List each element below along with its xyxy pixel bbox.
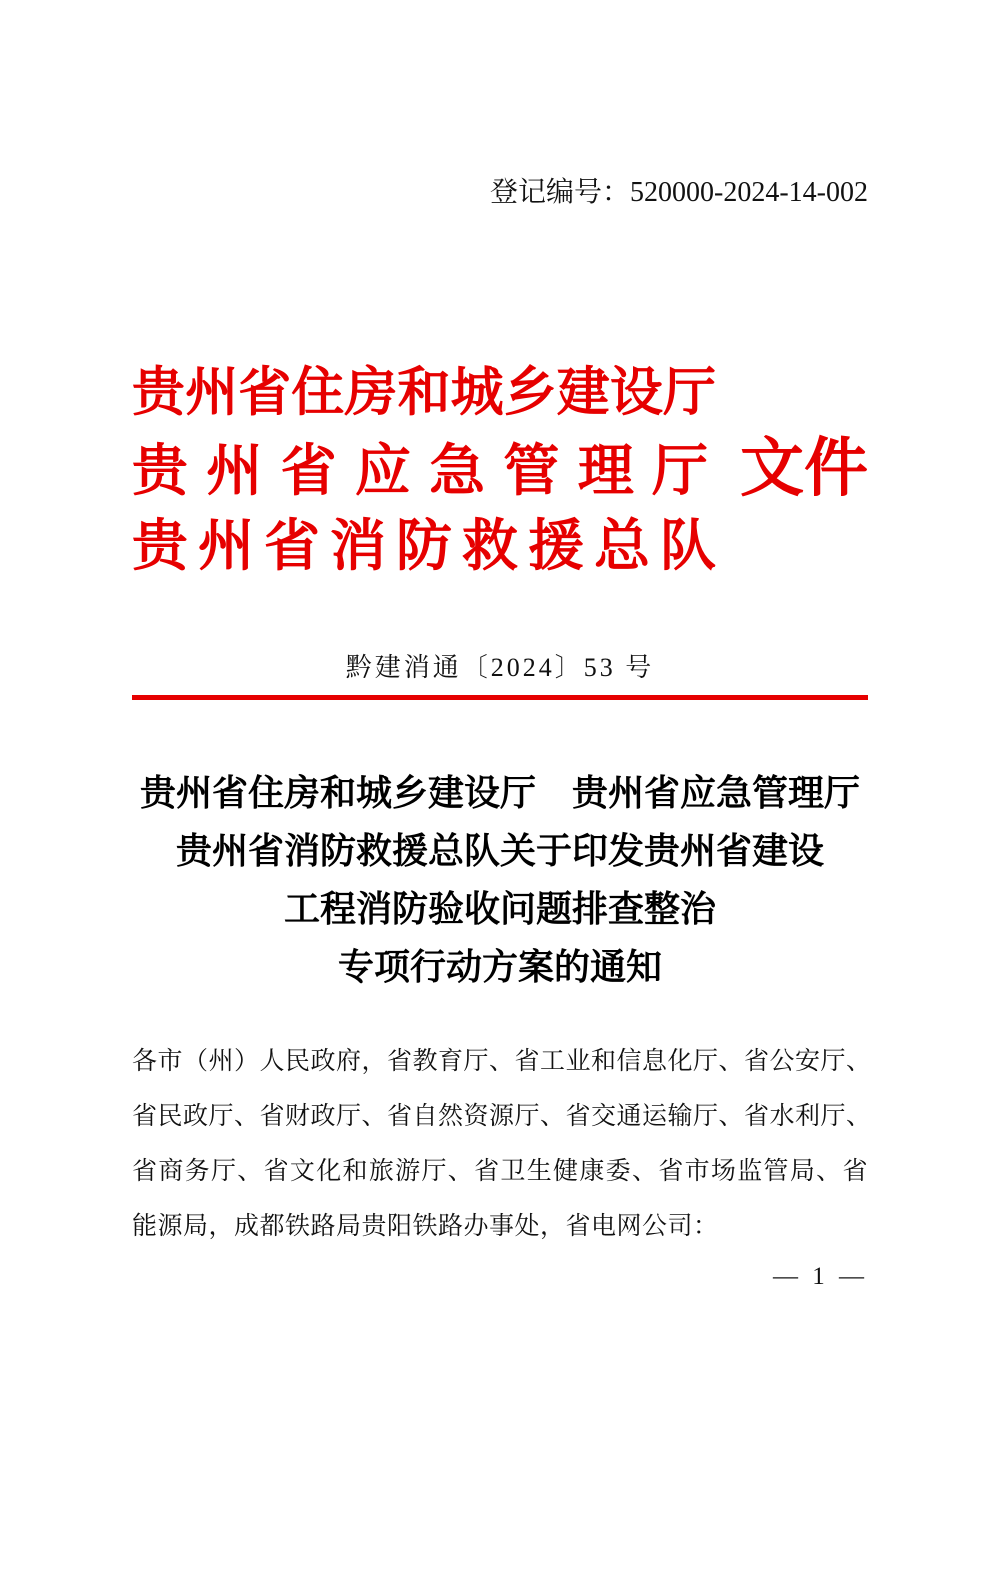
document-number: 黔建消通〔2024〕53 号 bbox=[345, 653, 655, 682]
red-separator-rule bbox=[132, 695, 868, 700]
document-title-line-3: 工程消防验收问题排查整治 bbox=[283, 889, 716, 929]
letterhead-line-1: 贵州省住房和城乡建设厅 bbox=[132, 364, 716, 422]
document-title-line-4: 专项行动方案的通知 bbox=[337, 947, 662, 987]
document-title bbox=[132, 764, 868, 996]
letterhead bbox=[132, 356, 868, 585]
recipients-paragraph bbox=[132, 1034, 872, 1254]
letterhead-line-2-agency: 贵州省应急管理厅 bbox=[132, 441, 708, 503]
letterhead-line-3: 贵州省消防救援总队 bbox=[132, 516, 716, 578]
recipients-line-1: 各市（州）人民政府，省教育厅、省工业和信息化厅、省公安厅、 bbox=[132, 1048, 872, 1075]
document-title-line-2: 贵州省消防救援总队关于印发贵州省建设 bbox=[175, 831, 824, 871]
document-page bbox=[0, 176, 1000, 1590]
recipients-line-2: 省民政厅、省财政厅、省自然资源厅、省交通运输厅、省水利厅、 bbox=[132, 1103, 872, 1130]
page-number: — 1 — bbox=[773, 1263, 868, 1290]
letterhead-document-suffix: 文件 bbox=[740, 433, 868, 504]
letterhead-line-2 bbox=[132, 431, 868, 510]
document-title-line-1: 贵州省住房和城乡建设厅 贵州省应急管理厅 bbox=[139, 773, 860, 813]
registration-number: 登记编号：520000-2024-14-002 bbox=[490, 177, 868, 208]
recipients-line-3: 省商务厅、省文化和旅游厅、省卫生健康委、省市场监管局、省 bbox=[132, 1158, 868, 1185]
recipients-line-4: 能源局，成都铁路局贵阳铁路办事处，省电网公司： bbox=[132, 1213, 719, 1240]
